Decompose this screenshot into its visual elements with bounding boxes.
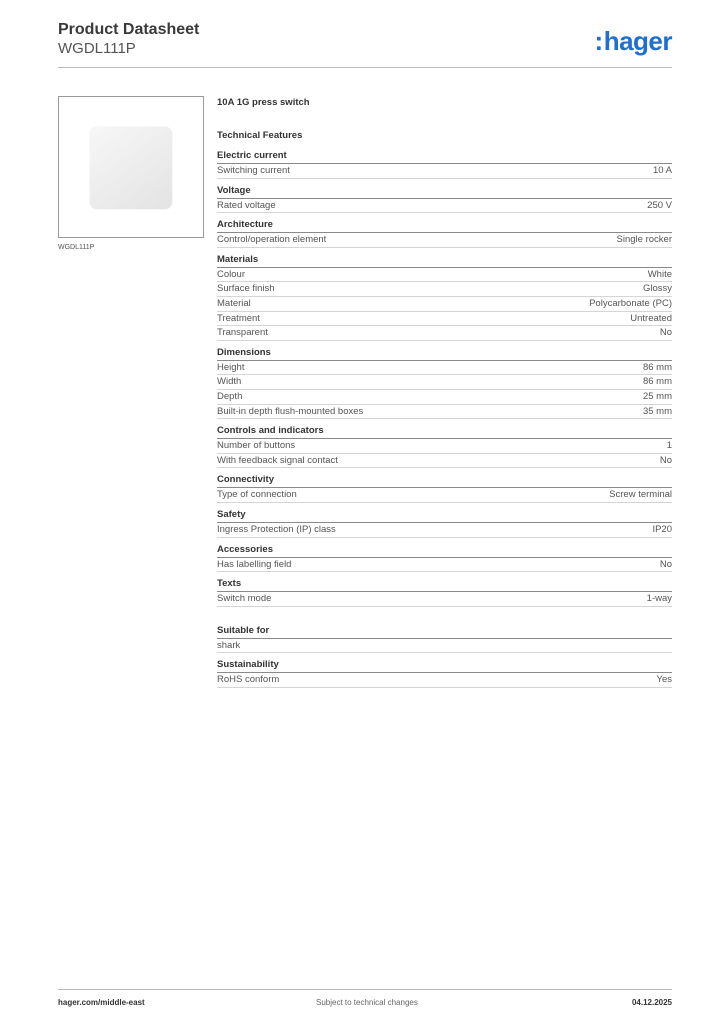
section-title: Dimensions	[217, 346, 672, 361]
feature-value: 86 mm	[642, 361, 672, 373]
feature-section	[217, 149, 672, 179]
section-title: Suitable for	[217, 624, 672, 639]
feature-label: RoHS conform	[217, 674, 280, 686]
feature-section	[217, 253, 672, 341]
feature-value: 10 A	[652, 165, 672, 176]
logo-colon-icon: :	[594, 26, 603, 56]
feature-value: No	[659, 454, 672, 466]
hager-logo	[595, 26, 672, 56]
feature-row	[217, 164, 672, 179]
section-title: Safety	[217, 508, 672, 523]
feature-label: Number of buttons	[217, 440, 296, 452]
feature-value: Polycarbonate (PC)	[589, 297, 672, 309]
section-title: Accessories	[217, 543, 672, 558]
feature-value: 25 mm	[642, 390, 672, 402]
feature-row	[217, 488, 672, 503]
feature-value: White	[647, 268, 672, 280]
feature-section	[217, 508, 672, 538]
feature-section	[217, 543, 672, 573]
feature-label: Rated voltage	[217, 199, 276, 211]
feature-row	[217, 326, 672, 341]
feature-row	[217, 390, 672, 405]
section-title: Connectivity	[217, 473, 672, 488]
feature-label: Switch mode	[217, 593, 272, 605]
feature-label: Height	[217, 361, 245, 373]
feature-section	[217, 218, 672, 248]
feature-section	[217, 424, 672, 468]
feature-row	[217, 268, 672, 283]
feature-value: Screw terminal	[609, 489, 672, 501]
section-title: Controls and indicators	[217, 424, 672, 439]
feature-label: Surface finish	[217, 283, 275, 295]
feature-label: Built-in depth flush-mounted boxes	[217, 405, 364, 417]
feature-label: Switching current	[217, 165, 290, 176]
feature-row	[217, 673, 672, 688]
feature-value: No	[659, 558, 672, 570]
feature-row	[217, 375, 672, 390]
section-title: Materials	[217, 253, 672, 268]
feature-section	[217, 624, 672, 654]
feature-section	[217, 346, 672, 419]
feature-sections	[217, 149, 672, 688]
feature-row	[217, 297, 672, 312]
footer-website: hager.com/middle-east	[58, 998, 145, 1007]
feature-row	[217, 439, 672, 454]
feature-section	[217, 658, 672, 688]
feature-value: Glossy	[642, 283, 672, 295]
feature-row	[217, 523, 672, 538]
feature-row	[217, 312, 672, 327]
page-header	[58, 20, 672, 58]
feature-label: Depth	[217, 390, 243, 402]
feature-value: Untreated	[630, 312, 672, 324]
feature-label: Has labelling field	[217, 558, 292, 570]
footer-note: Subject to technical changes	[316, 998, 418, 1007]
feature-label: With feedback signal contact	[217, 454, 338, 466]
feature-row	[217, 233, 672, 248]
feature-value: 250 V	[647, 199, 672, 211]
section-title: Electric current	[217, 149, 672, 164]
feature-row	[217, 199, 672, 214]
feature-value: Single rocker	[616, 234, 672, 246]
product-image-caption: WGDL111P	[58, 244, 95, 251]
feature-label: Width	[217, 376, 242, 388]
feature-value: 35 mm	[642, 405, 672, 417]
feature-row	[217, 454, 672, 469]
feature-value: No	[659, 327, 672, 339]
feature-row	[217, 361, 672, 376]
feature-label: Ingress Protection (IP) class	[217, 523, 336, 535]
product-name: 10A 1G press switch	[217, 97, 310, 108]
switch-plate-image	[90, 127, 172, 209]
feature-value: IP20	[652, 523, 672, 535]
feature-row	[217, 405, 672, 420]
feature-label: Material	[217, 297, 251, 309]
product-code: WGDL111P	[58, 40, 136, 57]
feature-section	[217, 473, 672, 503]
feature-row	[217, 282, 672, 297]
feature-value: 86 mm	[642, 376, 672, 388]
feature-section	[217, 577, 672, 607]
feature-value: 1	[666, 440, 672, 452]
datasheet-content	[217, 96, 672, 688]
feature-label: Transparent	[217, 327, 268, 339]
footer-date: 04.12.2025	[631, 998, 672, 1007]
footer-divider	[58, 989, 672, 990]
section-title: Voltage	[217, 184, 672, 199]
logo-text: hager	[603, 26, 672, 56]
feature-label: Control/operation element	[217, 234, 327, 246]
feature-label: Colour	[217, 268, 245, 280]
feature-label: Type of connection	[217, 489, 297, 501]
page-title: Product Datasheet	[58, 21, 200, 38]
feature-section	[217, 184, 672, 214]
feature-label: shark	[217, 639, 241, 651]
product-image-frame	[58, 96, 204, 238]
feature-row	[217, 558, 672, 573]
feature-row	[217, 592, 672, 607]
feature-value: Yes	[656, 674, 672, 686]
section-title: Architecture	[217, 218, 672, 233]
feature-label: Treatment	[217, 312, 260, 324]
header-divider	[58, 67, 672, 68]
feature-value: 1-way	[646, 593, 672, 605]
features-heading: Technical Features	[217, 130, 303, 141]
feature-row	[217, 639, 672, 654]
section-title: Sustainability	[217, 658, 672, 673]
section-title: Texts	[217, 577, 672, 592]
